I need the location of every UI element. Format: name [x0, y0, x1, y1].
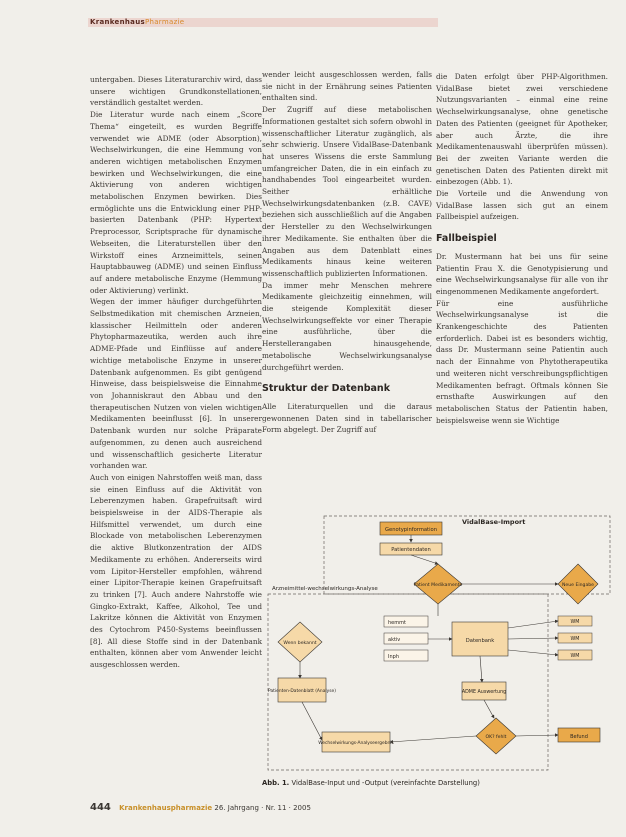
paragraph: wender leicht ausgeschlossen werden, falls sie nicht in der Ernährung seines Patienten enthalten sind.: [262, 70, 432, 103]
paragraph: untergaben. Dieses Literaturarchiv wird, dass unsere wichtigen Grundkonstellationen, verständlich gestaltet werden.: [90, 75, 262, 108]
tag-wm-2-label: WM: [570, 637, 580, 642]
paragraph: Alle Literaturquellen und die daraus gewonnenen Daten sind in tabellarischer Form abgelegt. Der Zugriff auf: [262, 401, 432, 435]
paragraph: Auch von einigen Nahrstoffen weiß man, dass sie einen Einfluss auf die Aktivität von Leberenzymen haben. Grapefruitsaft wird beispielsweise in der AIDS-Therapie als Hilfsmittel verwendet, um durch eine Blockade von metabolischen Leberenzymen die aktive Blutkonzentration der AIDS Medikamente zu erhöhen. Andererseits wird vom Lipitor-Hersteller empfohlen, während einer Lipitor-Therapie keinen Grapefruitsaft zu trinken [7]. Auch andere Nahrstoffe wie Gingko-Extrakt, Kaffee, Alkohol, Tee und Lakritze können die Aktivität von Enzymen des Cytochrom P450-Systems beeinflussen [8]. All diese Stoffe sind in der Datenbank enthalten, können aber vom Anwender leicht ausgeschlossen werden.: [90, 472, 262, 670]
node-genotype-label: Genotypinformation: [384, 527, 438, 533]
node-patient-label: Patientendaten: [391, 547, 431, 553]
page-number: 444: [90, 802, 111, 813]
paragraph: Der Zugriff auf diese metabolischen Informationen gestaltet sich sofern obwohl in wissenschaftlicher Literatur zugänglich, als sehr schwierig. Unsere VidalBase-Datenbank hat unseres Wissens die erste Sammlung umfangreicher Daten, die in ein einfach zu handhabendes Tool eingearbeitet wurden. Seither erhältliche Wechselwirkungsdatenbanken (z.B. CAVE) beziehen sich ausschließlich auf die Angaben der Hersteller zu den Wechselwirkungen ihrer Medikamente. Sie enthalten über die Angaben aus dem Datenblatt eines Medikaments hinaus keine weiteren wissenschaftlich publizierten Informationen.: [262, 105, 432, 278]
row-active-label: aktiv: [388, 637, 401, 643]
flowchart-figure: [262, 510, 616, 778]
running-head-accent: Pharmazie: [144, 18, 185, 26]
paragraph: die Daten erfolgt über PHP-Algorithmen. VidalBase bietet zwei verschiedene Nutzungsvarianten – einmal eine reine Wechselwirkungsanalyse, ohne genetische Daten des Patienten (geeignet für Apotheker, aber auch Ärzte, die ihre Medikamentenauswahl überprüfen müssen). Bei der zweiten Variante werden die genetischen Daten des Patienten direkt mit einbezogen (Abb. 1).: [436, 72, 608, 187]
paragraph: Für eine ausführliche Wechselwirkungsanalyse ist die Krankengeschichte des Patienten erforderlich. Dabei ist es besonders wichtig, dass Dr. Mustermann seine Patientin auch nach der Einnahme von Phytotherapeutika und weiteren nicht verschreibungspflichtigen Medikamenten befragt. Oftmals können Sie ernsthafte Auswirkungen auf den metabolischen Status der Patientin haben, beispielsweise wenn sie Wichtige: [436, 298, 608, 425]
issue-info: 26. Jahrgang · Nr. 11 · 2005: [214, 804, 311, 812]
paragraph: Die Vorteile und die Anwendung von VidalBase lassen sich gut an einem Fallbeispiel aufzeigen.: [436, 189, 608, 222]
diamond-if-known-label: Wenn bekannt: [283, 641, 317, 646]
section-heading: Struktur der Datenbank: [262, 383, 391, 395]
journal-name: Krankenhauspharmazie: [119, 804, 213, 812]
paragraph: Da immer mehr Menschen mehrere Medikamente gleichzeitig einnehmen, will die steigende Komplexität dieser Wechselwirkungseffekte vor einer Therapie eine ausführliche, über die Herstellerangaben hinausgehende, metabolische Wechselwirkungsanalyse durchgeführt werden.: [262, 280, 432, 372]
analysis-label: Arzneimittel-wechselwirkungs-Analyse: [272, 586, 378, 592]
diamond-new-input-label: Neue Eingabe: [561, 583, 595, 588]
node-patient-sheet-label: Patienten-Datenblatt (Analyse): [268, 689, 336, 694]
paragraph: Wegen der immer häufiger durchgeführten Selbstmedikation mit chemischen Arzneien, klassischer Heilmitteln oder anderen Phytopharmazeutika, werden auch ihre ADME-Pfade und Einflüsse auf andere wichtige metabolische Enzyme in unserer Datenbank aufgenommen. Es gibt genügend Hinweise, dass beispielsweise die Einnahme von Johanniskraut den Abbau und den therapeutischen Nutzen von vielen wichtigen Medikamenten beeinflusst [6]. In unserer Datenbank wurden nur solche Präparate aufgenommen, zu denen auch ausreichend und wissenschaftlich gesicherte Literatur vorhanden war.: [90, 297, 262, 471]
node-adme-label: ADME Auswertung: [461, 690, 507, 695]
column-1: [90, 74, 262, 671]
tag-wm-3-label: WM: [570, 654, 580, 659]
column-2: [262, 69, 432, 436]
node-analysis-result-label: Wechselwirkungs-Analyseergebnis: [318, 741, 394, 746]
section-heading: Fallbeispiel: [436, 233, 497, 245]
page-footer: [90, 802, 311, 813]
row-inhibits-label: hemmt: [388, 620, 406, 626]
caption-text: VidalBase-Input und -Output (vereinfachte Darstellung): [291, 779, 480, 787]
figure-caption: [262, 779, 612, 787]
tag-wm-1-label: WM: [570, 620, 580, 625]
paragraph: Dr. Mustermann hat bei uns für seine Patientin Frau X. die Genotypisierung und eine Wechselwirkungsanalyse für alle von ihr eingenommenen Medikamente angefordert.: [436, 251, 608, 296]
node-result-label: Befund: [570, 734, 588, 740]
column-3: [436, 71, 608, 426]
node-database-label: Datenbank: [465, 638, 495, 644]
paragraph: Die Literatur wurde nach einem „Score Thema“ eingeteilt, es wurden Begriffe verwendet wie ADME (oder Absorption), Wechselwirkungen, die eine Hemmung von anderen wichtigen metabolischen Enzymen bewirken und Wechselwirkungen, die eine Aktivierung von anderen wichtigen metabolischen Enzymen bewirken. Dies ermöglichte uns die Entwicklung einer PHP-basierten Datenbank (PHP: Hypertext Preprocessor, Scriptsprache für dynamische Webseiten, die Literaturstellen über den Wirkstoff eines Arzneimittels, seinen Hauptabbauweg (ADME) und seinen Einfluss auf andere metabolische Enzyme (Hemmung oder Aktivierung) verlinkt.: [90, 110, 262, 295]
caption-label: Abb. 1.: [262, 779, 290, 787]
running-head: [90, 18, 184, 26]
running-head-main: Krankenhaus: [90, 18, 145, 26]
row-inph-label: Inph: [388, 654, 399, 660]
diamond-ok-label: OK? fehlt: [485, 735, 507, 740]
diamond-medications-label: Patient Medikamente: [413, 583, 463, 588]
import-label: VidalBase-Import: [462, 518, 526, 526]
